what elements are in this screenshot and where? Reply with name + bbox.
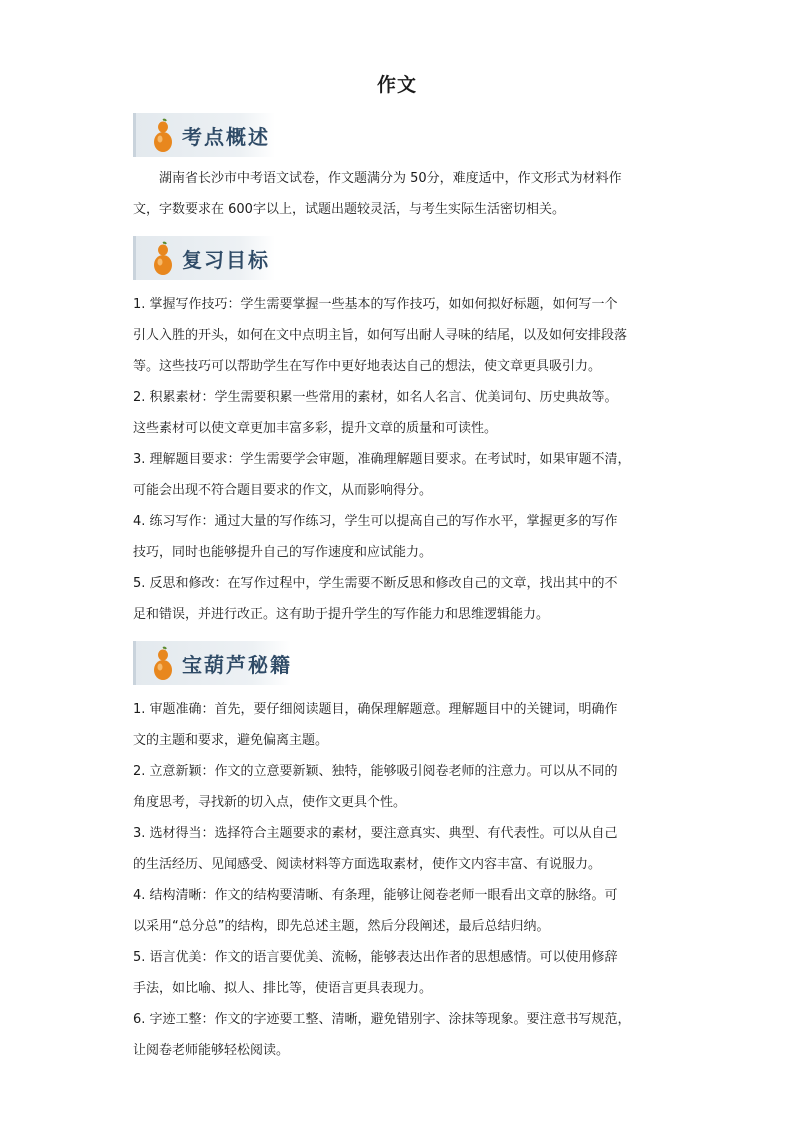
text-line: 5. 反思和修改：在写作过程中，学生需要不断反思和修改自己的文章，找出其中的不 <box>133 576 618 591</box>
text-line: 引人入胜的开头，如何在文中点明主旨，如何写出耐人寻味的结尾，以及如何安排段落 <box>133 328 628 343</box>
text-line: 角度思考，寻找新的切入点，使作文更具个性。 <box>133 795 407 810</box>
text-line: 5. 语言优美：作文的语言要优美、流畅，能够表达出作者的思想感情。可以使用修辞 <box>133 950 618 965</box>
text-line: 4. 练习写作：通过大量的写作练习，学生可以提高自己的写作水平，掌握更多的写作 <box>133 514 618 529</box>
page-title: 作文 <box>376 74 417 96</box>
text-line: 1. 掌握写作技巧：学生需要掌握一些基本的写作技巧，如如何拟好标题，如何写一个 <box>133 297 618 312</box>
text-line: 4. 结构清晰：作文的结构要清晰、有条理，能够让阅卷老师一眼看出文章的脉络。可 <box>133 888 618 903</box>
text-line: 足和错误，并进行改正。这有助于提升学生的写作能力和思维逻辑能力。 <box>133 607 550 622</box>
text-line: 手法，如比喻、拟人、排比等，使语言更具表现力。 <box>133 981 433 996</box>
gourd-icon <box>150 118 176 154</box>
text-line: 2. 立意新颖：作文的立意要新颖、独特，能够吸引阅卷老师的注意力。可以从不同的 <box>133 764 618 779</box>
text-line: 2. 积累素材：学生需要积累一些常用的素材，如名人名言、优美词句、历史典故等。 <box>133 390 618 405</box>
text-line: 的生活经历、见闻感受、阅读材料等方面选取素材，使作文内容丰富、有说服力。 <box>133 857 602 872</box>
text-line: 湖南省长沙市中考语文试卷，作文题满分为 50分，难度适中，作文形式为材料作 <box>159 171 622 186</box>
section-banner-tips <box>133 641 291 685</box>
text-line: 文的主题和要求，避免偏离主题。 <box>133 733 329 748</box>
gourd-icon <box>150 646 176 682</box>
section-heading: 考点概述 <box>182 125 270 149</box>
text-line: 1. 审题准确：首先，要仔细阅读题目，确保理解题意。理解题目中的关键词，明确作 <box>133 702 618 717</box>
section-heading: 复习目标 <box>182 248 270 272</box>
text-line: 让阅卷老师能够轻松阅读。 <box>133 1043 290 1058</box>
text-line: 以采用“总分总”的结构，即先总述主题，然后分段阐述，最后总结归纳。 <box>133 919 550 934</box>
gourd-icon <box>150 241 176 277</box>
section-banner-overview <box>133 113 275 157</box>
text-line: 6. 字迹工整：作文的字迹要工整、清晰，避免错别字、涂抹等现象。要注意书写规范， <box>133 1012 631 1027</box>
goals-paragraph <box>133 289 663 630</box>
text-line: 这些素材可以使文章更加丰富多彩，提升文章的质量和可读性。 <box>133 421 498 436</box>
text-line: 3. 理解题目要求：学生需要学会审题，准确理解题目要求。在考试时，如果审题不清， <box>133 452 631 467</box>
text-line: 可能会出现不符合题目要求的作文，从而影响得分。 <box>133 483 433 498</box>
tips-paragraph <box>133 694 663 1066</box>
section-heading: 宝葫芦秘籍 <box>182 653 292 677</box>
text-line: 3. 选材得当：选择符合主题要求的素材，要注意真实、典型、有代表性。可以从自己 <box>133 826 618 841</box>
text-line: 文，字数要求在 600字以上，试题出题较灵活，与考生实际生活密切相关。 <box>133 202 565 217</box>
text-line: 技巧，同时也能够提升自己的写作速度和应试能力。 <box>133 545 433 560</box>
text-line: 等。这些技巧可以帮助学生在写作中更好地表达自己的想法，使文章更具吸引力。 <box>133 359 602 374</box>
section-banner-goals <box>133 236 275 280</box>
overview-paragraph <box>133 163 663 225</box>
